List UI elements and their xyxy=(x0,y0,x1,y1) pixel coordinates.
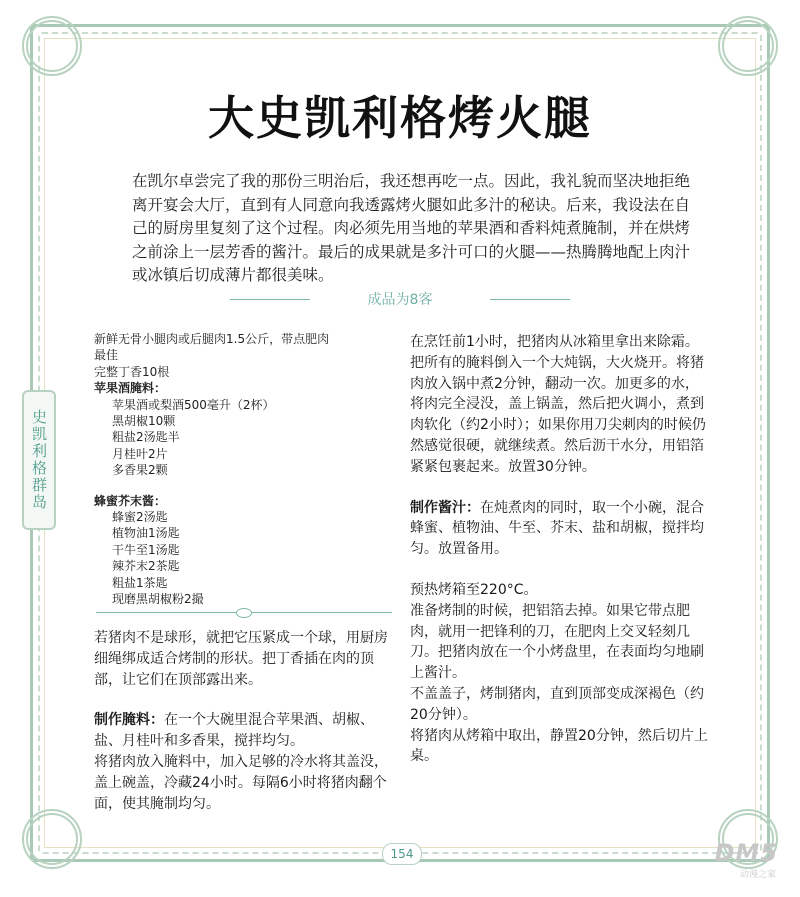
step-heading: 制作酱汁： xyxy=(410,499,480,516)
step-paragraph: 在烹饪前1小时，把猪肉从冰箱里拿出来除霜。 xyxy=(410,334,699,350)
chapter-side-tab-label: 史凯利格群岛 xyxy=(30,409,48,511)
ingredient-item: 现磨黑胡椒粉2撮 xyxy=(112,592,204,607)
ingredient-item: 月桂叶2片 xyxy=(112,446,168,461)
step-paragraph: 将猪肉放入腌料中，加入足够的冷水将其盖没，盖上碗盖，冷藏24小时。每隔6小时将猪肉翻个面，使其腌制均匀。 xyxy=(94,753,388,812)
step-text: 在炖煮肉的同时，取一个小碗，混合蜂蜜、植物油、牛至、芥末、盐和胡椒，搅拌均匀。放置备用。 xyxy=(410,499,704,558)
servings-row xyxy=(200,288,600,310)
ingredient-group-heading: 蜂蜜芥末酱： xyxy=(94,493,167,508)
step-paragraph: 将猪肉从烤箱中取出，静置20分钟，然后切片上桌。 xyxy=(410,727,708,765)
knot-ornament-icon xyxy=(22,16,82,76)
ingredient-group-heading: 苹果酒腌料： xyxy=(94,381,167,396)
step-paragraph xyxy=(94,710,394,752)
ingredient-item: 植物油1汤匙 xyxy=(112,526,180,541)
recipe-title: 大史凯利格烤火腿 xyxy=(208,91,592,145)
ingredient-item: 粗盐2汤匙半 xyxy=(112,430,180,445)
watermark-subtext: 动漫之家 xyxy=(739,870,776,880)
steps-left-column xyxy=(94,628,394,814)
recipe-intro: 在凯尔卓尝完了我的那份三明治后，我还想再吃一点。因此，我礼貌而坚决地拒绝离开宴会大厅，直到有人同意向我透露烤火腿如此多汁的秘诀。后来，我设法在自己的厨房里复刻了这个过程。肉必须先用当地的苹果酒和香料炖煮腌制，并在烘烤之前涂上一层芳香的酱汁。最后的成果就是多汁可口的火腿——热腾腾地配上肉汁或冰镇后切成薄片都很美味。 xyxy=(132,172,691,284)
ingredient-item: 苹果酒或梨酒500毫升（2杯） xyxy=(112,397,275,412)
divider-ornament-icon xyxy=(236,608,252,618)
knot-ornament-icon xyxy=(22,809,82,869)
step-paragraph: 准备烤制的时候，把铝箔去掉。如果它带点肥肉，就用一把锋利的刀，在肥肉上交叉轻刻几刀。把猪肉放在一个小烤盘里，在表面均匀地刷上酱汁。 xyxy=(410,602,704,682)
chapter-side-tab xyxy=(22,390,56,530)
ingredient-item: 黑胡椒10颗 xyxy=(112,414,176,429)
ingredient-item: 多香果2颗 xyxy=(112,463,168,478)
step-text: 在一个大碗里混合苹果酒、胡椒、盐、月桂叶和多香果，搅拌均匀。 xyxy=(94,712,374,750)
step-paragraph: 不盖盖子，烤制猪肉，直到顶部变成深褐色（约20分钟）。 xyxy=(410,685,704,723)
ingredient-item: 新鲜无骨小腿肉或后腿肉1.5公斤，带点肥肉 xyxy=(94,332,330,346)
steps-right-column xyxy=(410,332,710,767)
step-paragraph: 预热烤箱至220°C。 xyxy=(410,581,538,598)
ingredients-list xyxy=(94,331,394,608)
ingredient-item: 完整丁香10根 xyxy=(94,364,170,379)
ingredient-item: 辣芥末2茶匙 xyxy=(112,559,180,574)
step-heading: 制作腌料： xyxy=(94,712,164,729)
ingredient-item: 干牛至1汤匙 xyxy=(112,542,180,557)
step-paragraph: 若猪肉不是球形，就把它压紧成一个球，用厨房细绳绑成适合烤制的形状。把丁香插在肉的顶部，让它们在顶部露出来。 xyxy=(94,630,388,688)
ingredient-item: 最佳 xyxy=(94,348,119,363)
step-paragraph xyxy=(410,498,710,560)
ingredient-item: 蜂蜜2汤匙 xyxy=(112,510,168,525)
divider-line xyxy=(490,299,570,300)
servings-label: 成品为8客 xyxy=(367,292,433,308)
page-number: 154 xyxy=(382,843,422,865)
watermark-logo xyxy=(668,839,778,879)
knot-ornament-icon xyxy=(718,16,778,76)
watermark-text: DM5 xyxy=(714,839,778,867)
step-paragraph: 把所有的腌料倒入一个大炖锅，大火烧开。将猪肉放入锅中煮2分钟，翻动一次。加更多的水，将肉完全浸没，盖上锅盖，然后把火调小，煮到肉软化（约2小时）；如果你用刀尖刺肉的时候仍然感觉很硬，就继续煮。然后沥干水分，用铝箔紧紧包裹起来。放置30分钟。 xyxy=(410,354,706,475)
ingredient-item: 粗盐1茶匙 xyxy=(112,575,168,590)
